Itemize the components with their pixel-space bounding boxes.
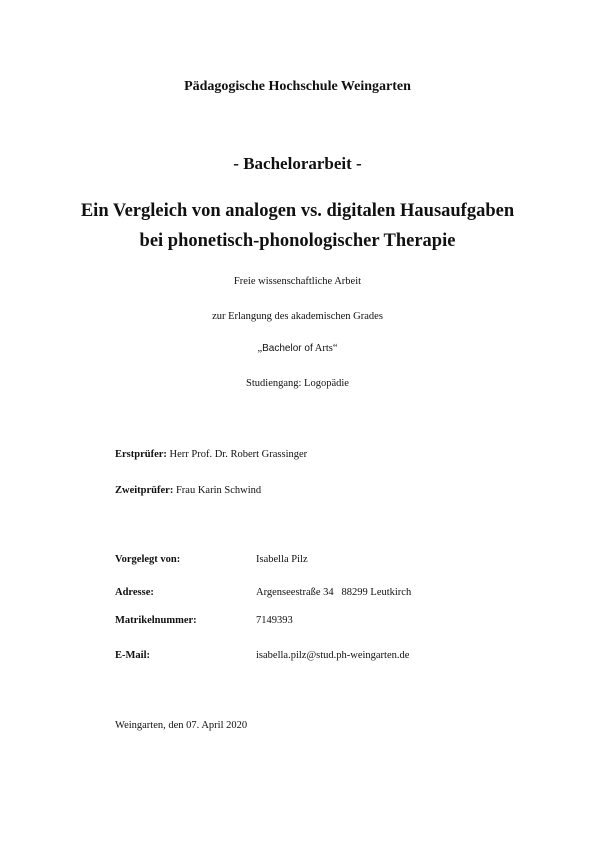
degree-title	[0, 343, 595, 354]
first-examiner-label: Erstprüfer:	[115, 449, 167, 460]
degree-name: Bachelor of	[262, 343, 313, 354]
matriculation-label: Matrikelnummer:	[115, 615, 197, 626]
thesis-kind: Freie wissenschaftliche Arbeit	[233, 276, 362, 287]
address-value: Argenseestraße 34 88299 Leutkirch	[256, 587, 412, 598]
degree-open-quote: „	[257, 343, 263, 354]
university-name: Pädagogische Hochschule Weingarten	[184, 79, 411, 94]
second-examiner-name: Frau Karin Schwind	[173, 485, 262, 496]
first-examiner	[115, 449, 307, 460]
thesis-title-line-2: bei phonetisch-phonologischer Therapie	[139, 231, 456, 251]
second-examiner-label: Zweitprüfer:	[115, 485, 174, 496]
degree-purpose: zur Erlangung des akademischen Grades	[212, 311, 383, 322]
email-value: isabella.pilz@stud.ph-weingarten.de	[256, 650, 410, 661]
submitted-by-label: Vorgelegt von:	[115, 554, 181, 565]
thesis-title-line-1: Ein Vergleich von analogen vs. digitalen Hausaufgaben	[80, 201, 515, 221]
place-and-date: Weingarten, den 07. April 2020	[115, 720, 248, 731]
address-label: Adresse:	[115, 587, 154, 598]
study-program: Studiengang: Logopädie	[246, 378, 349, 389]
first-examiner-name: Herr Prof. Dr. Robert Grassinger	[166, 449, 308, 460]
degree-suffix: Arts“	[312, 343, 338, 354]
document-type: - Bachelorarbeit -	[233, 154, 362, 173]
submitted-by-value: Isabella Pilz	[256, 554, 308, 565]
matriculation-value: 7149393	[256, 615, 293, 626]
second-examiner	[115, 485, 261, 496]
email-label: E-Mail:	[115, 650, 150, 661]
